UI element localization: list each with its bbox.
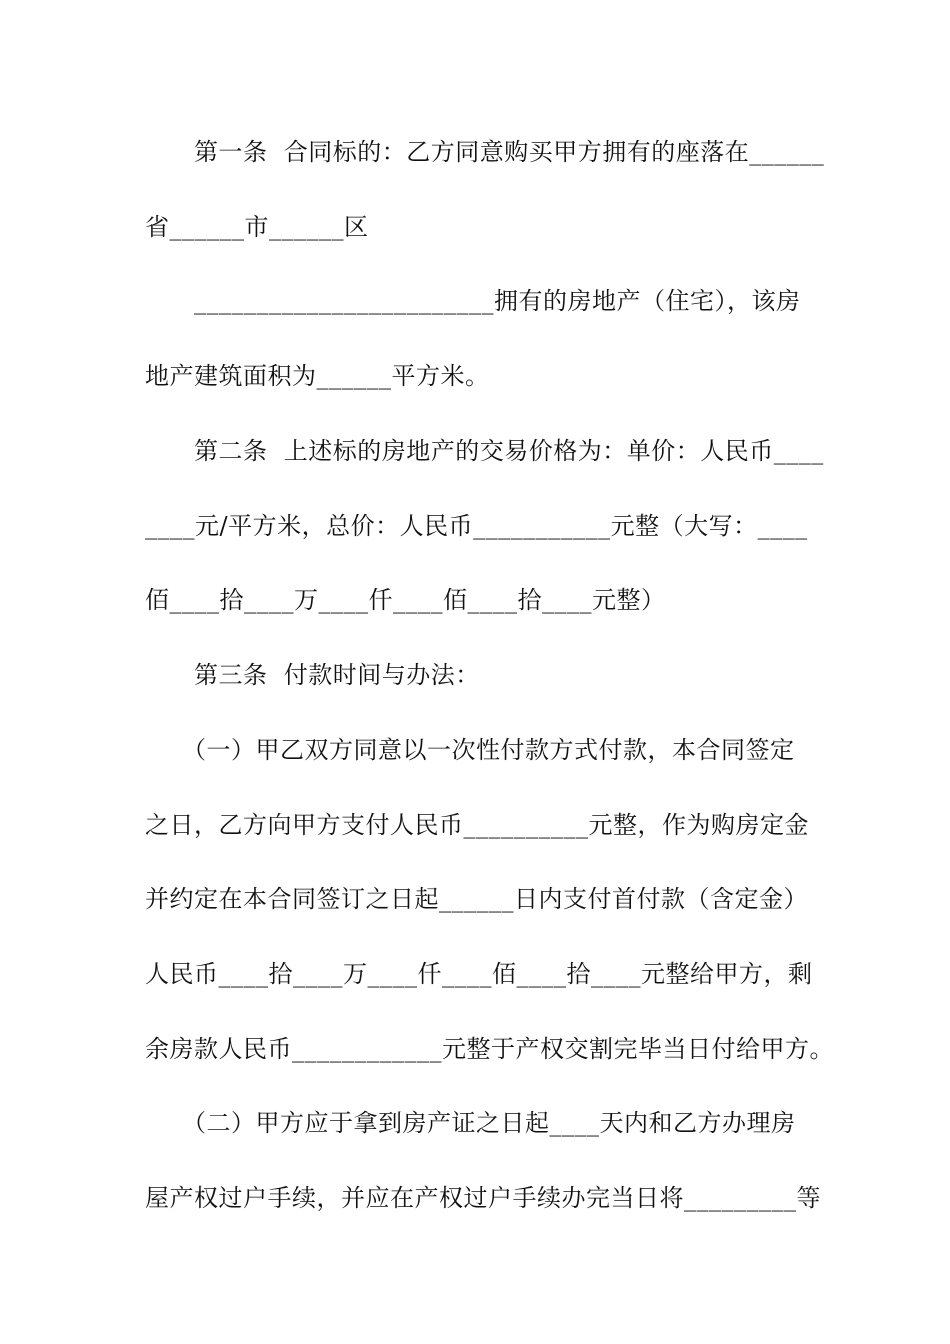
text-line: 地产建筑面积为______平方米。	[145, 362, 490, 390]
text-line: 屋产权过户手续，并应在产权过户手续办完当日将_________等	[145, 1184, 821, 1212]
text-line: ________________________拥有的房地产（住宅），该房	[145, 287, 801, 315]
text-line: 余房款人民币____________元整于产权交割完毕当日付给甲方。	[145, 1035, 834, 1063]
text-line: 之日，乙方向甲方支付人民币__________元整，作为购房定金	[145, 811, 809, 839]
text-line: ____元/平方米，总价：人民币___________元整（大写：____	[145, 512, 808, 540]
text-line: 第一条 合同标的：乙方同意购买甲方拥有的座落在______	[145, 138, 825, 166]
text-line: 省______市______区	[145, 213, 369, 241]
text-line: 人民币____拾____万____仟____佰____拾____元整给甲方，剩	[145, 960, 813, 988]
text-line: 佰____拾____万____仟____佰____拾____元整）	[145, 586, 666, 614]
text-line: （一）甲乙双方同意以一次性付款方式付款，本合同签定	[145, 736, 795, 764]
text-line: 并约定在本合同签订之日起______日内支付首付款（含定金）	[145, 885, 808, 913]
text-line: （二）甲方应于拿到房产证之日起____天内和乙方办理房	[145, 1109, 796, 1137]
text-line: 第三条 付款时间与办法：	[145, 661, 480, 689]
text-line: 第二条 上述标的房地产的交易价格为：单价：人民币____	[145, 437, 824, 465]
